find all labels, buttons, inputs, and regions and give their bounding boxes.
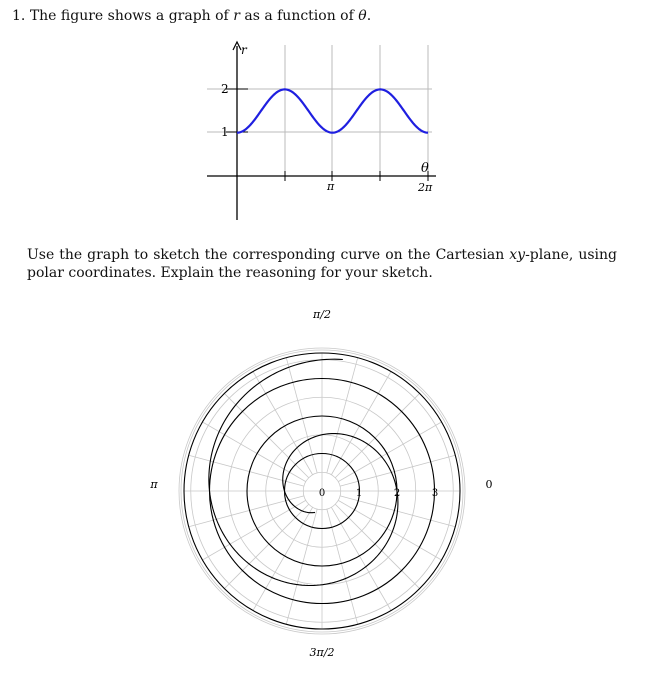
polar-spoke — [335, 504, 419, 588]
polar-spoke — [224, 393, 308, 477]
angle-label-pi-over-2: π/2 — [313, 308, 331, 321]
intro-text-c: . — [366, 8, 372, 24]
intro-text-b: as a function of — [244, 8, 354, 24]
angle-label-3pi-over-2: 3π/2 — [309, 646, 335, 659]
y-tick-label-1: 1 — [221, 125, 229, 139]
radius-label-2: 2 — [393, 488, 401, 499]
problem-number: 1. — [12, 8, 26, 24]
y-tick-label-2: 2 — [221, 82, 229, 96]
r-axis-label: r — [241, 43, 247, 57]
angle-label-pi: π — [150, 478, 158, 491]
polar-spoke — [224, 504, 308, 588]
instructions-text-b: -plane, using polar coordinates. Explain the reasoning for your sketch. — [27, 247, 617, 281]
instructions-text-a: Use the graph to sketch the corresponding curve on the Cartesian — [27, 247, 505, 263]
xy-symbol: xy — [509, 247, 526, 263]
intro-text-a: The figure shows a graph of — [29, 8, 229, 24]
angle-label-0: 0 — [485, 478, 493, 491]
var-theta: θ — [358, 8, 367, 24]
radius-label-1: 1 — [355, 488, 363, 499]
theta-axis-label: θ — [421, 161, 429, 176]
var-r: r — [233, 8, 240, 24]
radius-label-0: 0 — [318, 488, 326, 499]
x-tick-label-2pi: 2π — [418, 181, 433, 194]
x-tick-label-pi: π — [327, 180, 335, 193]
radius-label-3: 3 — [431, 488, 439, 499]
